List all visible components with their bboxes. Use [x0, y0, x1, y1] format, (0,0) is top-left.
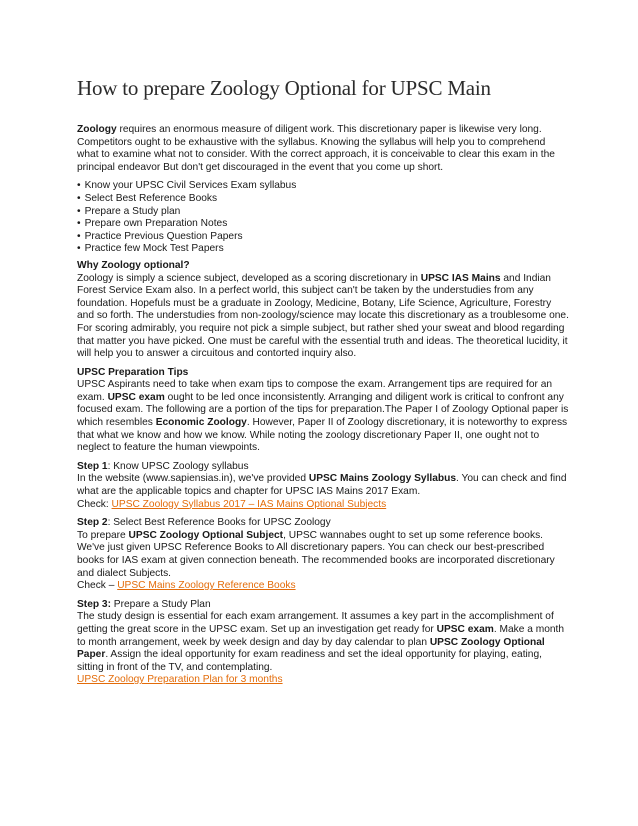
bullet-icon: • [77, 180, 81, 192]
page-title: How to prepare Zoology Optional for UPSC Main [77, 76, 491, 100]
tips-heading: UPSC Preparation Tips [77, 366, 189, 378]
step2-check: Check – UPSC Mains Zoology Reference Books [77, 580, 296, 592]
intro-text: requires an enormous measure of diligent work. This discretionary paper is likewise very long. Competitors ought to be exhaustive with the syllabus. Knowing the syllabus will help you to comprehend what to examine what not to consider. With the correct approach, it is conceivable to clear this exam in the principal endeavor But don't get discouraged in the event that you come up short. [77, 124, 555, 173]
bullet-list [77, 180, 569, 256]
list-item: • Practice Previous Question Papers [77, 230, 243, 242]
intro-lead-bold: Zoology [77, 124, 117, 135]
bullet-icon: • [77, 205, 81, 217]
step2-paragraph: To prepare UPSC Zoology Optional Subject, UPSC wannabes ought to set up some reference books. We've just given UPSC Reference Books to All discretionary papers. You can check our best-prescribed books for IAS exam at given connection beneath. The recommended books are incorporated discretionary and dialect Subjects. [77, 529, 555, 579]
bullet-icon: • [77, 192, 81, 204]
list-item: • Select Best Reference Books [77, 192, 218, 204]
document-body [77, 124, 569, 687]
tips-paragraph: UPSC Aspirants need to take when exam tips to compose the exam. Arrangement tips are required for an exam. UPSC exam ought to be led once inconsistently. Arranging and diligent work is critical to confront any focused exam. The following are a portion of the tips for preparation.The Paper I of Zoology Optional paper is which resembles Economic Zoology. However, Paper II of Zoology discretionary, it is noteworthy to express that what we know and how we know. While noting the zoology discretionary Paper II, one ought not to neglect to feature the human viewpoints. [77, 379, 569, 454]
why-heading: Why Zoology optional? [77, 259, 190, 271]
list-item: • Prepare own Preparation Notes [77, 218, 228, 230]
step3-paragraph: The study design is essential for each exam arrangement. It assumes a key part in the accomplishment of getting the great score in the UPSC exam. Set up an investigation get ready for UPSC exam. Make a month to month arrangement, week by week design and day by day calendar to plan UPSC Zoology Optional Paper. Assign the ideal opportunity for exam readiness and set the ideal opportunity for playing, eating, sitting in front of the TV, and contemplating. [77, 611, 565, 673]
list-item: • Prepare a Study plan [77, 205, 181, 217]
list-item: • Know your UPSC Civil Services Exam syllabus [77, 180, 297, 192]
step2-heading: Step 2: Select Best Reference Books for UPSC Zoology [77, 517, 331, 529]
step1-heading: Step 1: Know UPSC Zoology syllabus [77, 460, 249, 472]
intro-paragraph [77, 124, 569, 174]
step1-check: Check: UPSC Zoology Syllabus 2017 – IAS Mains Optional Subjects [77, 498, 387, 510]
bullet-icon: • [77, 230, 81, 242]
study-plan-link[interactable]: UPSC Zoology Preparation Plan for 3 months [77, 674, 283, 686]
step3-link-line [77, 674, 569, 687]
step1-paragraph: In the website (www.sapiensias.in), we've provided UPSC Mains Zoology Syllabus. You can check and find what are the applicable topics and chapter for UPSC IAS Mains 2017 Exam. [77, 473, 567, 498]
step3-heading: Step 3: Prepare a Study Plan [77, 598, 211, 610]
reference-books-link[interactable]: UPSC Mains Zoology Reference Books [117, 580, 296, 592]
bullet-icon: • [77, 243, 81, 255]
bullet-icon: • [77, 218, 81, 230]
list-item: • Practice few Mock Test Papers [77, 243, 224, 255]
syllabus-link[interactable]: UPSC Zoology Syllabus 2017 – IAS Mains Optional Subjects [111, 498, 387, 510]
why-paragraph: Zoology is simply a science subject, developed as a scoring discretionary in UPSC IAS Mains and Indian Forest Service Exam also. In a perfect world, this subject can't be taken by the understudies from any foundation. Hopefuls must be a graduate in Zoology, Medicine, Botany, Life Science, Agriculture, Forestry and so forth. The understudies from non-zoology/science may locate this discretionary as a troublesome one. For scoring admirably, you require not pick a simple subject, but rather shed your sweat and blood regarding that matter you have picked. One must be careful with the essential truth and ideas. The theoretical lucidity, it will help you to answer a circuitous and contorted inquiry also. [77, 272, 569, 360]
